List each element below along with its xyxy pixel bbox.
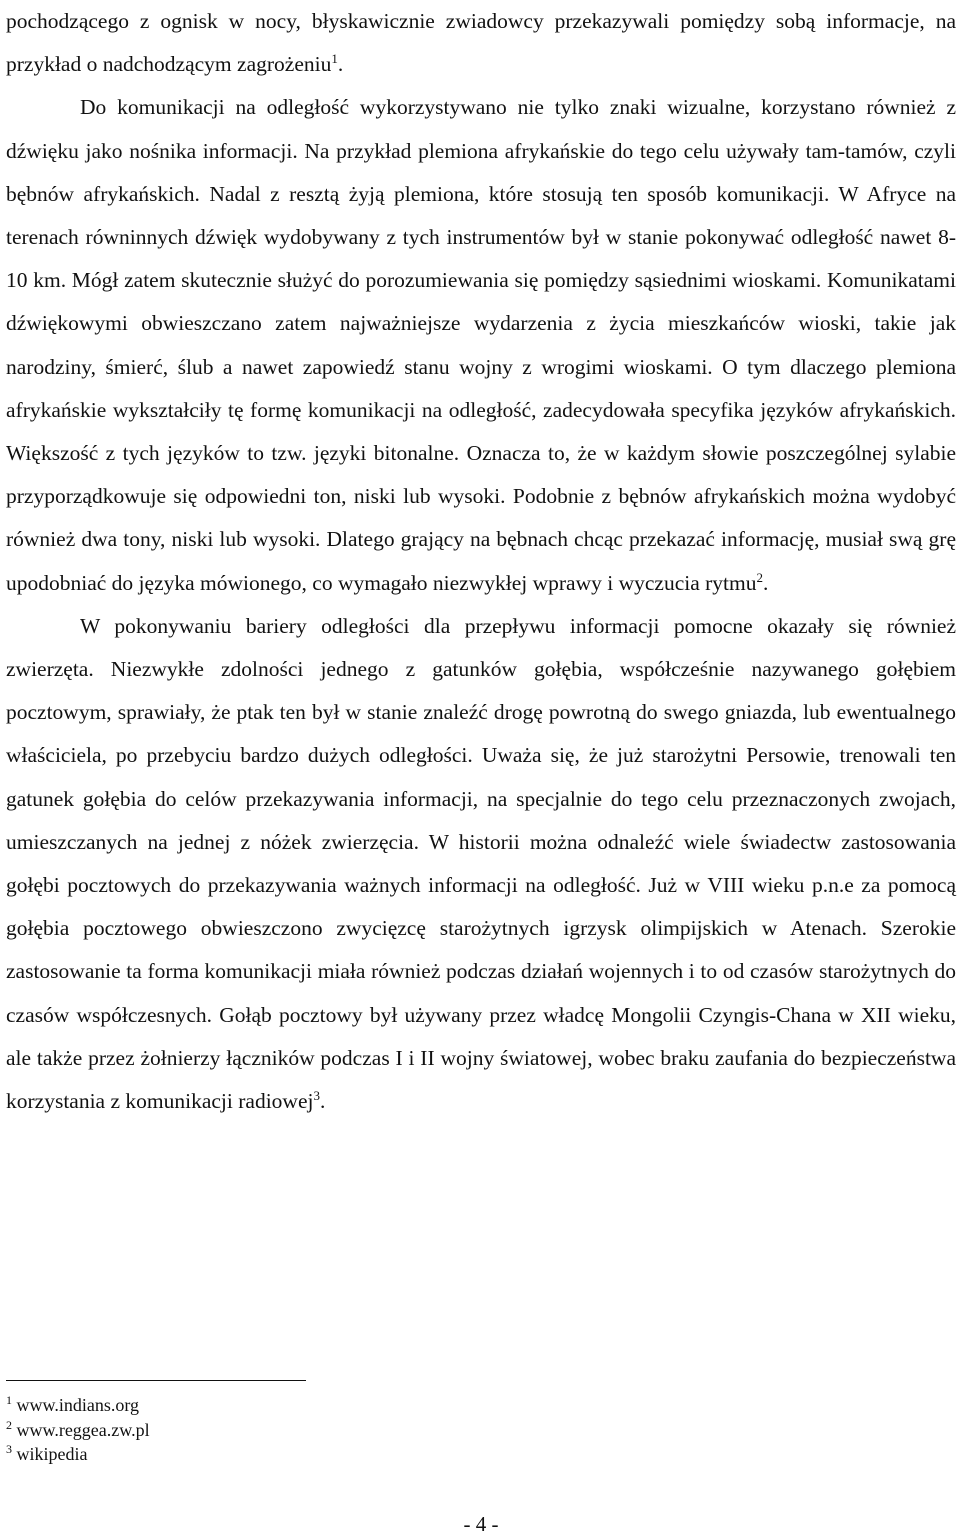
- footnote-3: [6, 1442, 150, 1467]
- paragraph-text: .: [337, 52, 344, 77]
- paragraph-text: .: [319, 1089, 326, 1114]
- footnote-number: 3: [6, 1442, 12, 1456]
- paragraph-text: .: [762, 570, 769, 595]
- footnote-text: www.reggea.zw.pl: [16, 1419, 150, 1440]
- body-text: [6, 0, 956, 1123]
- paragraph-text: pochodzącego z ognisk w nocy, błyskawicznie zwiadowcy przekazywali pomiędzy sobą informacje, na przykład o nadchodzącym zagrożeniu: [6, 9, 956, 77]
- paragraph-2: [6, 86, 956, 604]
- footnote-reference: 3: [313, 1087, 320, 1103]
- footnote-reference: 2: [756, 569, 763, 585]
- footnote-reference: 1: [331, 51, 338, 67]
- footnote-number: 1: [6, 1393, 12, 1407]
- footnote-text: www.indians.org: [16, 1395, 139, 1415]
- document-page: [6, 0, 956, 1537]
- footnote-2: [6, 1418, 150, 1443]
- footnotes: [6, 1393, 150, 1467]
- paragraph-1: [6, 0, 956, 86]
- footnote-1: [6, 1393, 150, 1418]
- page-number: - 4 -: [463, 1512, 499, 1536]
- footnote-separator: [6, 1380, 306, 1381]
- footnote-number: 2: [6, 1417, 12, 1432]
- footnote-text: wikipedia: [16, 1444, 88, 1464]
- paragraph-3: [6, 605, 956, 1123]
- paragraph-text: Do komunikacji na odległość wykorzystywano nie tylko znaki wizualne, korzystano również z dźwięku jako nośnika informacji. Na przykład plemiona afrykańskie do tego celu używały tam-tamów, czyli bębnów afrykańskich. Nadal z resztą żyją plemiona, które stosują ten sposób komunikacji. W Afryce na terenach równinnych dźwięk wydobywany z tych instrumentów był w stanie pokonywać odległość nawet 8-10 km. Mógł zatem skutecznie służyć do porozumiewania się pomiędzy sąsiednimi wioskami. Komunikatami dźwiękowymi obwieszczano zatem najważniejsze wydarzenia z życia mieszkańców wioski, takie jak narodziny, śmierć, ślub a nawet zapowiedź stanu wojny z wrogimi wioskami. O tym dlaczego plemiona afrykańskie wykształciły tę formę komunikacji na odległość, zadecydowała specyfika języków afrykańskich. Większość z tych języków to tzw. języki bitonalne. Oznacza to, że w każdym słowie poszczególnej sylabie przyporządkowuje się odpowiedni ton, niski lub wysoki. Podobnie z bębnów afrykańskich można wydobyć również dwa tony, niski lub wysoki. Dlatego grający na bębnach chcąc przekazać informację, musiał swą grę upodobniać do języka mówionego, co wymagało niezwykłej wprawy i wyczucia rytmu: [6, 95, 956, 595]
- paragraph-text: W pokonywaniu bariery odległości dla przepływu informacji pomocne okazały się również zwierzęta. Niezwykłe zdolności jednego z gatunków gołębia, współcześnie nazywanego gołębiem pocztowym, sprawiały, że ptak ten był w stanie znaleźć drogę powrotną do swego gniazda, lub ewentualnego właściciela, po przebyciu bardzo dużych odległości. Uważa się, że już starożytni Persowie, trenowali ten gatunek gołębia do celów przekazywania informacji, na specjalnie do tego celu przeznaczonych zwojach, umieszczanych na jednej z nóżek zwierzęcia. W historii można odnaleźć wiele świadectw zastosowania gołębi pocztowych do przekazywania ważnych informacji na odległość. Już w VIII wieku p.n.e za pomocą gołębia pocztowego obwieszczono zwycięzcę starożytnych igrzysk olimpijskich w Atenach. Szerokie zastosowanie ta forma komunikacji miała również podczas działań wojennych i to od czasów starożytnych do czasów współczesnych. Gołąb pocztowy był używany przez władcę Mongolii Czyngis-Chana w XII wieku, ale także przez żołnierzy łączników podczas I i II wojny światowej, wobec braku zaufania do bezpieczeństwa korzystania z komunikacji radiowej: [6, 613, 956, 1114]
